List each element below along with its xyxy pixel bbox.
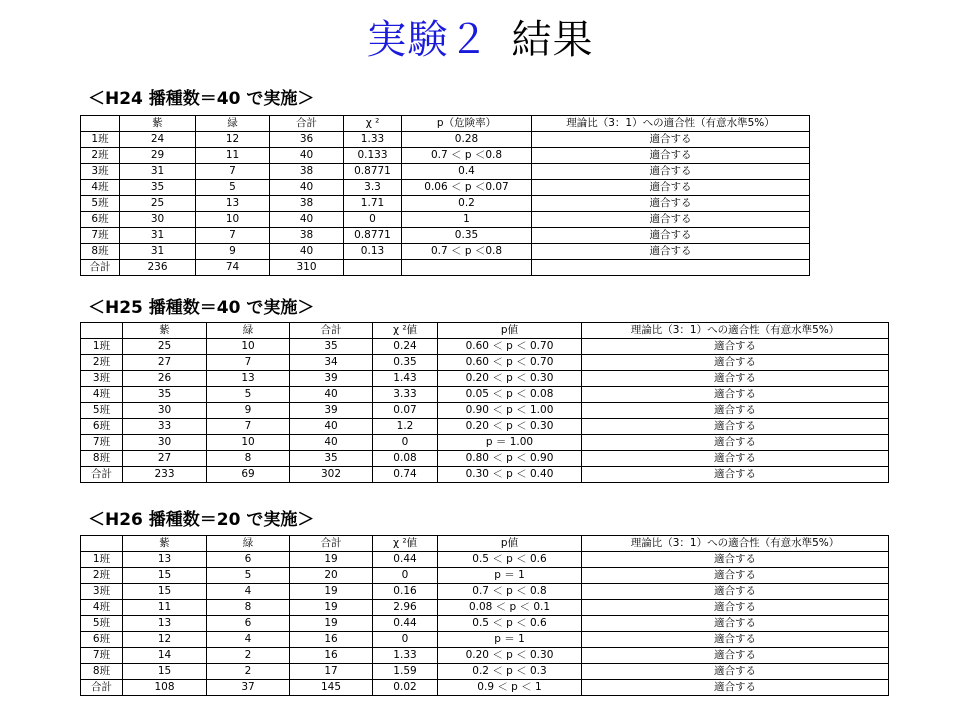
table-cell: 7	[207, 419, 290, 435]
table-cell: 1.59	[373, 664, 438, 680]
row-label: 1班	[81, 339, 123, 355]
table-cell: 6	[207, 616, 290, 632]
table-cell: 0.35	[373, 355, 438, 371]
table-row	[81, 244, 810, 260]
section-heading-h24: ＜H24 播種数＝40 で実施＞	[88, 89, 315, 109]
table-cell: 適合する	[532, 132, 810, 148]
column-header	[81, 536, 123, 552]
row-label: 合計	[81, 467, 123, 483]
table-cell: 0.74	[373, 467, 438, 483]
table-cell: 7	[196, 228, 270, 244]
table-cell: 0.9 ＜ p ＜ 1	[438, 680, 582, 696]
table-cell: 4	[207, 584, 290, 600]
row-label: 2班	[81, 568, 123, 584]
table-cell: 12	[196, 132, 270, 148]
table-cell: 145	[290, 680, 373, 696]
table-cell: 0.02	[373, 680, 438, 696]
column-header: 緑	[207, 536, 290, 552]
table-cell: 40	[270, 212, 344, 228]
table-cell: 適合する	[582, 648, 889, 664]
row-label: 2班	[81, 355, 123, 371]
table-cell: 10	[207, 339, 290, 355]
table-cell: 0.07	[373, 403, 438, 419]
table-cell: 0	[373, 435, 438, 451]
table-row	[81, 371, 889, 387]
table-cell: 0.44	[373, 616, 438, 632]
column-header: 紫	[123, 536, 207, 552]
table-cell: 40	[270, 180, 344, 196]
table-cell: 適合する	[582, 680, 889, 696]
table-cell: 6	[207, 552, 290, 568]
table-cell: 適合する	[582, 600, 889, 616]
table-cell: 20	[290, 568, 373, 584]
table-cell: 30	[123, 435, 207, 451]
row-label: 8班	[81, 451, 123, 467]
table-cell: 1.43	[373, 371, 438, 387]
row-label: 8班	[81, 244, 120, 260]
table-cell: 1	[402, 212, 532, 228]
table-cell: 40	[270, 148, 344, 164]
table-cell: 0.30 ＜ p ＜ 0.40	[438, 467, 582, 483]
table-cell: 29	[120, 148, 196, 164]
slide-title	[0, 14, 960, 66]
column-header: χ ²値	[373, 323, 438, 339]
table-cell: 1.33	[373, 648, 438, 664]
row-label: 5班	[81, 403, 123, 419]
table-cell: 34	[290, 355, 373, 371]
table-cell: 39	[290, 403, 373, 419]
table-cell: 38	[270, 228, 344, 244]
table-cell: 0.7 ＜ p ＜0.8	[402, 148, 532, 164]
table-cell: 0.4	[402, 164, 532, 180]
row-label: 4班	[81, 387, 123, 403]
table-cell: 適合する	[582, 435, 889, 451]
table-cell: p ＝ 1	[438, 632, 582, 648]
table-cell: 2	[207, 664, 290, 680]
table-cell: 13	[123, 552, 207, 568]
table-cell: 0	[344, 212, 402, 228]
table-cell: 0.5 ＜ p ＜ 0.6	[438, 552, 582, 568]
table-cell: 適合する	[532, 196, 810, 212]
row-label: 2班	[81, 148, 120, 164]
table-row	[81, 260, 810, 276]
table-cell: 0.35	[402, 228, 532, 244]
table-cell: 適合する	[582, 371, 889, 387]
table-cell: 0.60 ＜ p ＜ 0.70	[438, 339, 582, 355]
table-cell: 適合する	[532, 244, 810, 260]
table-cell: 10	[196, 212, 270, 228]
table-row	[81, 180, 810, 196]
table-cell: 5	[207, 387, 290, 403]
row-label: 8班	[81, 664, 123, 680]
table-cell	[402, 260, 532, 276]
table-cell: 適合する	[582, 419, 889, 435]
table-cell: 0.2 ＜ p ＜ 0.3	[438, 664, 582, 680]
table-row	[81, 616, 889, 632]
table-row	[81, 435, 889, 451]
table-cell: 19	[290, 616, 373, 632]
table-cell: 25	[123, 339, 207, 355]
table-cell: 適合する	[582, 632, 889, 648]
table-cell: 5	[207, 568, 290, 584]
table-row	[81, 632, 889, 648]
table-cell: 0.08 ＜ p ＜ 0.1	[438, 600, 582, 616]
table-cell: 30	[123, 403, 207, 419]
table-cell: 0.20 ＜ p ＜ 0.30	[438, 648, 582, 664]
table-row	[81, 148, 810, 164]
table-row	[81, 568, 889, 584]
column-header: 紫	[123, 323, 207, 339]
column-header: χ ²値	[373, 536, 438, 552]
table-cell: 0.08	[373, 451, 438, 467]
table-row	[81, 648, 889, 664]
table-row	[81, 419, 889, 435]
table-cell: 27	[123, 451, 207, 467]
table-cell: 31	[120, 244, 196, 260]
table-cell: 適合する	[582, 664, 889, 680]
table-cell: 適合する	[582, 568, 889, 584]
table-cell: 適合する	[532, 212, 810, 228]
results-table-h25	[80, 322, 889, 483]
table-cell: 39	[290, 371, 373, 387]
row-label: 3班	[81, 371, 123, 387]
column-header: p値	[438, 323, 582, 339]
table-cell: 10	[207, 435, 290, 451]
row-label: 3班	[81, 164, 120, 180]
table-cell: 302	[290, 467, 373, 483]
table-cell: 3.33	[373, 387, 438, 403]
table-cell	[532, 260, 810, 276]
column-header: 合計	[290, 323, 373, 339]
row-label: 4班	[81, 600, 123, 616]
table-cell: 0.24	[373, 339, 438, 355]
row-label: 6班	[81, 212, 120, 228]
table-cell: 310	[270, 260, 344, 276]
table-cell: 40	[270, 244, 344, 260]
column-header: 合計	[270, 116, 344, 132]
table-cell: 27	[123, 355, 207, 371]
table-cell: 適合する	[582, 403, 889, 419]
table-cell: 1.2	[373, 419, 438, 435]
table-cell: 0.44	[373, 552, 438, 568]
table-cell: 0.8771	[344, 228, 402, 244]
table-cell: 236	[120, 260, 196, 276]
table-cell: 69	[207, 467, 290, 483]
column-header	[81, 116, 120, 132]
table-cell: 0.133	[344, 148, 402, 164]
column-header	[81, 323, 123, 339]
table-cell: 25	[120, 196, 196, 212]
row-label: 合計	[81, 260, 120, 276]
table-row	[81, 451, 889, 467]
table-cell: p ＝ 1.00	[438, 435, 582, 451]
table-cell: 0.80 ＜ p ＜ 0.90	[438, 451, 582, 467]
row-label: 5班	[81, 616, 123, 632]
table-row	[81, 664, 889, 680]
table-cell: 16	[290, 632, 373, 648]
table-cell: 13	[196, 196, 270, 212]
section-heading-h25: ＜H25 播種数＝40 で実施＞	[88, 298, 315, 318]
table-row	[81, 552, 889, 568]
table-cell	[344, 260, 402, 276]
table-cell: 適合する	[582, 355, 889, 371]
results-table-h26	[80, 535, 889, 696]
table-cell: 33	[123, 419, 207, 435]
table-cell: 15	[123, 584, 207, 600]
table-cell: 5	[196, 180, 270, 196]
table-cell: 2.96	[373, 600, 438, 616]
table-cell: 適合する	[582, 584, 889, 600]
table-cell: 0.7 ＜ p ＜ 0.8	[438, 584, 582, 600]
column-header: 緑	[196, 116, 270, 132]
table-cell: 11	[123, 600, 207, 616]
table-cell: 適合する	[582, 467, 889, 483]
column-header: 理論比（3：1）への適合性（有意水準5%）	[582, 536, 889, 552]
table-cell: 適合する	[532, 164, 810, 180]
column-header: 理論比（3：1）への適合性（有意水準5%）	[532, 116, 810, 132]
table-cell: 0.05 ＜ p ＜ 0.08	[438, 387, 582, 403]
row-label: 5班	[81, 196, 120, 212]
column-header: p（危険率）	[402, 116, 532, 132]
column-header: 合計	[290, 536, 373, 552]
table-cell: 3.3	[344, 180, 402, 196]
table-cell: 9	[196, 244, 270, 260]
table-row	[81, 212, 810, 228]
table-cell: 19	[290, 552, 373, 568]
table-cell: 31	[120, 228, 196, 244]
results-table-h24	[80, 115, 810, 276]
table-cell: 36	[270, 132, 344, 148]
table-cell: 7	[196, 164, 270, 180]
table-cell: 12	[123, 632, 207, 648]
table-row	[81, 355, 889, 371]
row-label: 1班	[81, 552, 123, 568]
row-label: 7班	[81, 435, 123, 451]
table-cell: 16	[290, 648, 373, 664]
table-cell: 適合する	[532, 148, 810, 164]
row-label: 6班	[81, 419, 123, 435]
table-cell: 108	[123, 680, 207, 696]
table-cell: 30	[120, 212, 196, 228]
table-cell: 13	[123, 616, 207, 632]
table-header-row	[81, 536, 889, 552]
table-cell: 38	[270, 164, 344, 180]
row-label: 7班	[81, 648, 123, 664]
table-cell: 0	[373, 568, 438, 584]
table-cell: 31	[120, 164, 196, 180]
table-row	[81, 132, 810, 148]
table-cell: 適合する	[532, 180, 810, 196]
row-label: 6班	[81, 632, 123, 648]
table-cell: 0	[373, 632, 438, 648]
table-row	[81, 228, 810, 244]
table-cell: 35	[120, 180, 196, 196]
table-cell: 4	[207, 632, 290, 648]
table-cell: 0.16	[373, 584, 438, 600]
table-row	[81, 584, 889, 600]
table-row	[81, 196, 810, 212]
table-cell: 1.71	[344, 196, 402, 212]
table-cell: 15	[123, 568, 207, 584]
table-cell: 24	[120, 132, 196, 148]
table-row	[81, 339, 889, 355]
table-cell: 適合する	[582, 552, 889, 568]
table-cell: 8	[207, 451, 290, 467]
row-label: 合計	[81, 680, 123, 696]
table-cell: 13	[207, 371, 290, 387]
column-header: 緑	[207, 323, 290, 339]
table-cell: 14	[123, 648, 207, 664]
table-cell: 0.5 ＜ p ＜ 0.6	[438, 616, 582, 632]
table-cell: 35	[290, 339, 373, 355]
table-cell: 11	[196, 148, 270, 164]
table-row	[81, 164, 810, 180]
table-cell: 19	[290, 584, 373, 600]
table-cell: 15	[123, 664, 207, 680]
row-label: 3班	[81, 584, 123, 600]
table-cell: 0.7 ＜ p ＜0.8	[402, 244, 532, 260]
table-cell: 38	[270, 196, 344, 212]
table-cell: 40	[290, 419, 373, 435]
table-cell: 適合する	[532, 228, 810, 244]
table-cell: 0.20 ＜ p ＜ 0.30	[438, 371, 582, 387]
title-experiment: 実験２	[366, 17, 490, 63]
table-row	[81, 467, 889, 483]
table-cell: 9	[207, 403, 290, 419]
table-cell: 適合する	[582, 616, 889, 632]
row-label: 1班	[81, 132, 120, 148]
table-cell: 40	[290, 435, 373, 451]
column-header: p値	[438, 536, 582, 552]
table-cell: 0.20 ＜ p ＜ 0.30	[438, 419, 582, 435]
table-cell: 0.28	[402, 132, 532, 148]
table-cell: 適合する	[582, 451, 889, 467]
table-cell: 35	[290, 451, 373, 467]
table-cell: p ＝ 1	[438, 568, 582, 584]
table-cell: 35	[123, 387, 207, 403]
table-cell: 2	[207, 648, 290, 664]
table-cell: 7	[207, 355, 290, 371]
table-cell: 19	[290, 600, 373, 616]
table-cell: 26	[123, 371, 207, 387]
table-cell: 0.06 ＜ p ＜0.07	[402, 180, 532, 196]
table-row	[81, 600, 889, 616]
table-row	[81, 680, 889, 696]
title-result: 結果	[511, 17, 594, 63]
table-cell: 0.2	[402, 196, 532, 212]
column-header: 理論比（3：1）への適合性（有意水準5%）	[582, 323, 889, 339]
section-heading-h26: ＜H26 播種数＝20 で実施＞	[88, 510, 315, 530]
table-cell: 1.33	[344, 132, 402, 148]
table-cell: 0.8771	[344, 164, 402, 180]
table-row	[81, 387, 889, 403]
table-cell: 0.60 ＜ p ＜ 0.70	[438, 355, 582, 371]
table-row	[81, 403, 889, 419]
table-header-row	[81, 323, 889, 339]
table-cell: 適合する	[582, 339, 889, 355]
table-cell: 17	[290, 664, 373, 680]
table-cell: 40	[290, 387, 373, 403]
table-cell: 0.90 ＜ p ＜ 1.00	[438, 403, 582, 419]
table-cell: 74	[196, 260, 270, 276]
row-label: 7班	[81, 228, 120, 244]
table-cell: 0.13	[344, 244, 402, 260]
column-header: χ ²	[344, 116, 402, 132]
table-cell: 233	[123, 467, 207, 483]
table-cell: 適合する	[582, 387, 889, 403]
table-cell: 37	[207, 680, 290, 696]
column-header: 紫	[120, 116, 196, 132]
row-label: 4班	[81, 180, 120, 196]
table-header-row	[81, 116, 810, 132]
table-cell: 8	[207, 600, 290, 616]
